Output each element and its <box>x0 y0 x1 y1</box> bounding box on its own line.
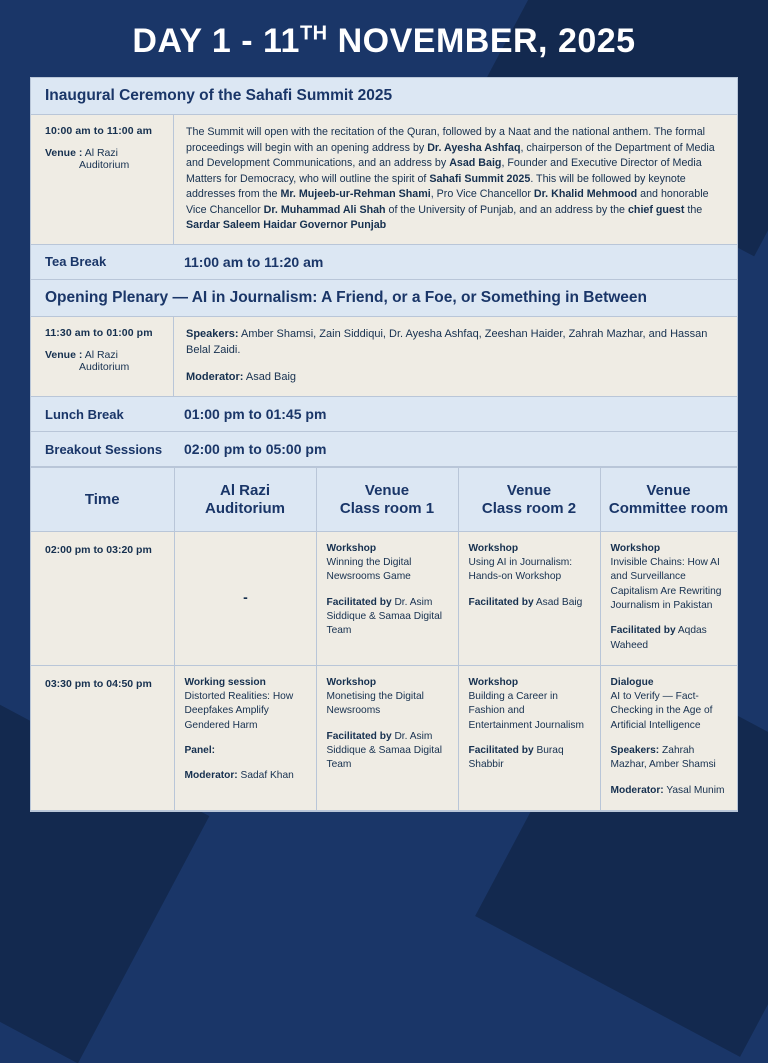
tea-break-label: Tea Break <box>45 254 107 270</box>
lunch-break-time: 01:00 pm to 01:45 pm <box>184 406 327 423</box>
breakout-sessions-label: Breakout Sessions <box>45 441 163 457</box>
row2-committee <box>600 665 737 810</box>
row1-classroom2-kind: Workshop <box>468 542 519 554</box>
inaugural-venue-value: Al Razi <box>84 147 118 159</box>
row2-classroom1 <box>316 665 458 810</box>
row2-classroom2-session <box>469 676 591 733</box>
plenary-participants <box>174 317 737 397</box>
row2-auditorium-title: Distorted Realities: How Deepfakes Amplify Gendered Harm <box>184 691 294 731</box>
section-header-inaugural <box>31 78 737 115</box>
grid-header-row <box>31 468 737 532</box>
plenary-detail-row <box>31 317 737 398</box>
grid-col-time-line1: Time <box>84 491 120 509</box>
lunch-break-label: Lunch Break <box>45 406 124 422</box>
row2-auditorium-moderator <box>185 769 307 783</box>
row2-classroom2-kind: Workshop <box>468 676 519 688</box>
row2-classroom1-facilitated-label: Facilitated by <box>326 730 392 742</box>
row2-committee-moderator-value: Yasal Munim <box>663 784 725 796</box>
inaugural-time-venue <box>31 115 174 244</box>
row1-committee-session <box>611 542 728 613</box>
inaugural-venue <box>45 147 165 159</box>
grid-col-classroom1-line1: Venue <box>364 482 410 500</box>
grid-col-committee-line1: Venue <box>646 482 691 500</box>
plenary-venue-label: Venue : <box>45 348 83 361</box>
row2-classroom1-facilitated-value: Dr. Asim Siddique & Samaa Digital Team <box>326 730 443 771</box>
row2-classroom2-facilitator <box>469 744 591 773</box>
row1-committee <box>600 531 737 665</box>
inaugural-venue-label: Venue : <box>45 147 83 159</box>
page-title-ordinal-suffix: TH <box>299 22 328 45</box>
row2-auditorium-kind: Working session <box>184 676 266 688</box>
row2-auditorium-panel-label: Panel: <box>184 745 216 757</box>
row2-classroom2 <box>458 665 600 810</box>
row1-committee-facilitated-value: Aqdas Waheed <box>610 625 707 651</box>
row1-auditorium: - <box>174 531 316 665</box>
plenary-speakers-value: Amber Shamsi, Zain Siddiqui, Dr. Ayesha Ashfaq, Zeeshan Haider, Zahrah Mazhar, and Hassan Belal Zaidi. <box>186 327 708 356</box>
row1-classroom1-session <box>327 542 449 585</box>
row2-committee-moderator <box>611 784 728 798</box>
page-title-post: NOVEMBER, 2025 <box>327 22 636 60</box>
grid-col-auditorium-line2: Auditorium <box>205 499 285 517</box>
grid-col-auditorium-line1: Al Razi <box>219 482 270 500</box>
row1-classroom1 <box>316 531 458 665</box>
table-row <box>31 665 737 810</box>
row1-classroom2-facilitated-label: Facilitated by <box>468 596 534 608</box>
row2-committee-kind: Dialogue <box>610 676 654 688</box>
grid-col-committee <box>600 468 737 532</box>
page-title <box>0 0 768 77</box>
row1-classroom2-title: Using AI in Journalism: Hands-on Workshop <box>468 557 573 583</box>
table-row <box>31 531 737 665</box>
row2-classroom2-title: Building a Career in Fashion and Entertainment Journalism <box>468 691 585 731</box>
grid-col-classroom1 <box>316 468 458 532</box>
row2-committee-speakers-label: Speakers: <box>610 745 660 757</box>
row2-classroom1-kind: Workshop <box>326 676 377 688</box>
plenary-moderator <box>186 370 725 386</box>
row1-classroom2-facilitator <box>469 596 591 610</box>
row1-classroom2 <box>458 531 600 665</box>
plenary-speakers <box>186 327 725 359</box>
grid-col-classroom2-line1: Venue <box>506 482 552 500</box>
grid-col-auditorium <box>174 468 316 532</box>
row1-classroom1-facilitator <box>327 596 449 639</box>
row1-classroom1-kind: Workshop <box>326 542 377 554</box>
row2-auditorium-moderator-label: Moderator: <box>184 770 238 782</box>
plenary-venue <box>45 349 165 361</box>
grid-col-classroom2-line2: Class room 2 <box>481 499 577 517</box>
row1-classroom1-title: Winning the Digital Newsrooms Game <box>326 557 412 583</box>
plenary-venue-value2: Auditorium <box>79 360 130 373</box>
row1-time: 02:00 pm to 03:20 pm <box>31 531 174 665</box>
inaugural-heading: Inaugural Ceremony of the Sahafi Summit 2025 <box>45 87 393 104</box>
schedule-sheet <box>30 77 738 812</box>
inaugural-description: The Summit will open with the recitation of the Quran, followed by a Naat and the national anthem. The formal proceedings will begin with an opening address by Dr. Ayesha Ashfaq, chairperson of the Department of Media and Development Communications, and an address by Asad Baig, Founder and Executive Director of Media Matters for Democracy, who will outline the spirit of Sahafi Summit 2025. This will be followed by keynote addresses from the Mr. Mujeeb-ur-Rehman Shami, Pro Vice Chancellor Dr. Khalid Mehmood and honorable Vice Chancellor Dr. Muhammad Ali Shah of the University of Punjab, and an address by the chief guest the Sardar Saleem Haidar Governor Punjab <box>186 126 715 232</box>
row1-committee-facilitated-label: Facilitated by <box>610 625 676 637</box>
grid-col-classroom2 <box>458 468 600 532</box>
row2-auditorium <box>174 665 316 810</box>
row2-classroom1-title: Monetising the Digital Newsrooms <box>326 691 424 717</box>
grid-col-committee-line2: Committee room <box>608 499 729 517</box>
row2-committee-session <box>611 676 728 733</box>
row2-classroom1-facilitator <box>327 730 449 773</box>
grid-col-classroom1-line2: Class room 1 <box>339 499 435 517</box>
plenary-speakers-label: Speakers: <box>186 327 239 340</box>
row-tea-break <box>31 245 737 280</box>
plenary-moderator-value: Asad Baig <box>243 371 297 384</box>
section-header-plenary <box>31 280 737 317</box>
row2-auditorium-session <box>185 676 307 733</box>
inaugural-time: 10:00 am to 11:00 am <box>45 125 153 137</box>
row-breakout-sessions <box>31 432 737 467</box>
breakout-sessions-time: 02:00 pm to 05:00 pm <box>184 441 327 458</box>
row-lunch-break <box>31 397 737 432</box>
row2-committee-title: AI to Verify — Fact-Checking in the Age of Artificial Intelligence <box>610 691 713 731</box>
plenary-moderator-label: Moderator: <box>186 371 244 384</box>
row1-classroom2-facilitated-value: Asad Baig <box>533 596 583 608</box>
inaugural-venue-value2: Auditorium <box>79 159 130 171</box>
row2-auditorium-moderator-value: Sadaf Khan <box>237 770 294 782</box>
row2-committee-moderator-label: Moderator: <box>610 784 664 796</box>
row1-committee-kind: Workshop <box>610 542 661 554</box>
page-title-pre: DAY 1 - 11 <box>132 22 300 60</box>
plenary-venue-value: Al Razi <box>84 348 118 361</box>
row1-classroom1-facilitated-value: Dr. Asim Siddique & Samaa Digital Team <box>326 596 443 637</box>
plenary-time: 11:30 am to 01:00 pm <box>45 326 153 339</box>
row1-committee-title: Invisible Chains: How AI and Surveillance Capitalism Are Rewriting Journalism in Pakistan <box>610 557 722 612</box>
row2-committee-speakers-value: Zahrah Mazhar, Amber Shamsi <box>610 745 716 771</box>
tea-break-time: 11:00 am to 11:20 am <box>184 253 324 270</box>
row2-classroom2-facilitated-label: Facilitated by <box>468 745 534 757</box>
plenary-time-venue <box>31 317 174 397</box>
row1-classroom1-facilitated-label: Facilitated by <box>326 596 392 608</box>
breakout-grid <box>31 467 738 810</box>
row1-classroom2-session <box>469 542 591 585</box>
inaugural-detail-row <box>31 115 737 245</box>
grid-col-time <box>31 468 174 532</box>
row2-classroom2-facilitated-value: Buraq Shabbir <box>468 745 564 771</box>
plenary-heading: Opening Plenary — AI in Journalism: A Friend, or a Foe, or Something in Between <box>45 288 647 306</box>
row2-committee-speakers <box>611 744 728 773</box>
row1-committee-facilitator <box>611 624 728 653</box>
row2-classroom1-session <box>327 676 449 719</box>
row2-time: 03:30 pm to 04:50 pm <box>31 665 174 810</box>
